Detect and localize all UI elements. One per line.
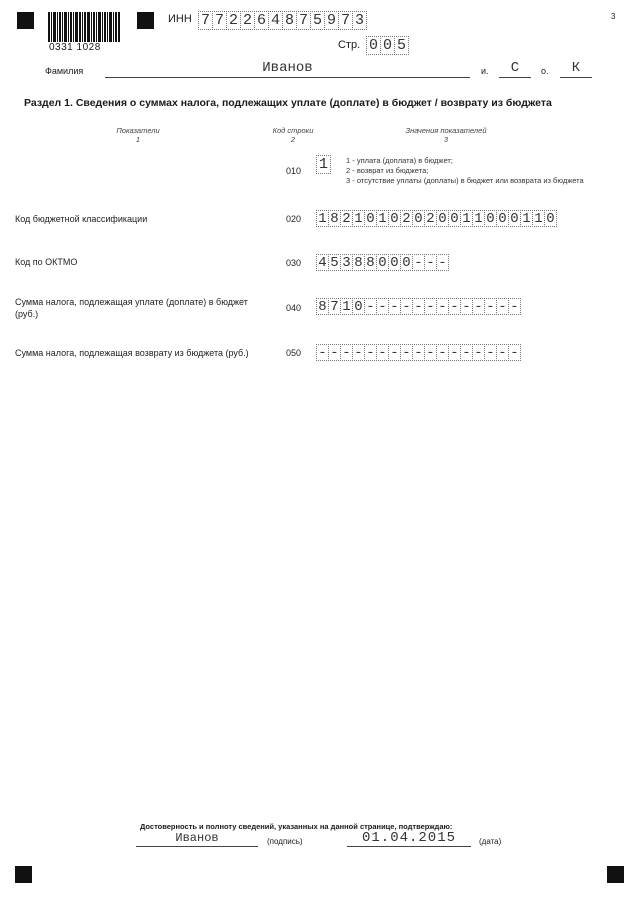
inn-digit[interactable]: 6 bbox=[254, 11, 269, 30]
inn-digit[interactable]: 8 bbox=[282, 11, 297, 30]
kbk-digit[interactable]: 8 bbox=[328, 210, 341, 227]
column-header-indicators bbox=[98, 126, 178, 144]
kbk-digit[interactable]: 2 bbox=[424, 210, 437, 227]
amount-due-digit[interactable]: - bbox=[508, 298, 521, 315]
initial2-line bbox=[560, 77, 592, 78]
amount-due-digit[interactable]: - bbox=[376, 298, 389, 315]
inn-digit[interactable]: 2 bbox=[240, 11, 255, 30]
column-header-line-code-text: Код строки bbox=[272, 126, 314, 135]
row-040-label-line1: Сумма налога, подлежащая уплате (доплате) в бюджет bbox=[15, 297, 248, 307]
row-020-cells[interactable] bbox=[316, 210, 556, 227]
kbk-digit[interactable]: 1 bbox=[316, 210, 329, 227]
amount-due-digit[interactable]: - bbox=[424, 298, 437, 315]
initial2-label: о. bbox=[541, 66, 549, 76]
page-digit[interactable]: 0 bbox=[380, 36, 395, 55]
oktmo-digit[interactable]: 0 bbox=[400, 254, 413, 271]
column-header-line-code bbox=[258, 126, 328, 144]
inn-digit[interactable]: 7 bbox=[338, 11, 353, 30]
corner-marker-bottom-left bbox=[15, 866, 32, 883]
oktmo-digit[interactable]: 3 bbox=[340, 254, 353, 271]
kbk-digit[interactable]: 0 bbox=[544, 210, 557, 227]
inn-label: ИНН bbox=[168, 13, 192, 25]
row-010-legend-3: 3 - отсутствие уплаты (доплаты) в бюджет или возврата из бюджета bbox=[346, 176, 584, 185]
amount-refund-digit[interactable]: - bbox=[508, 344, 521, 361]
kbk-digit[interactable]: 0 bbox=[412, 210, 425, 227]
amount-refund-digit[interactable]: - bbox=[424, 344, 437, 361]
kbk-digit[interactable]: 0 bbox=[364, 210, 377, 227]
amount-due-digit[interactable]: - bbox=[388, 298, 401, 315]
page-corner-number: 3 bbox=[611, 12, 616, 21]
kbk-digit[interactable]: 0 bbox=[448, 210, 461, 227]
kbk-digit[interactable]: 0 bbox=[496, 210, 509, 227]
amount-refund-digit[interactable]: - bbox=[412, 344, 425, 361]
row-050-cells[interactable] bbox=[316, 344, 520, 361]
inn-digit[interactable]: 4 bbox=[268, 11, 283, 30]
column-header-values-text: Значения показателей bbox=[405, 126, 487, 135]
amount-due-digit[interactable]: - bbox=[400, 298, 413, 315]
amount-due-digit[interactable]: 0 bbox=[352, 298, 365, 315]
column-header-indicators-num: 1 bbox=[135, 135, 141, 144]
amount-due-digit[interactable]: 8 bbox=[316, 298, 329, 315]
inn-digit[interactable]: 7 bbox=[296, 11, 311, 30]
row-010-legend bbox=[346, 156, 584, 186]
row-040-code: 040 bbox=[286, 303, 302, 313]
amount-refund-digit[interactable]: - bbox=[400, 344, 413, 361]
row-040-cells[interactable] bbox=[316, 298, 520, 315]
oktmo-digit[interactable]: 8 bbox=[352, 254, 365, 271]
row-050-label: Сумма налога, подлежащая возврату из бюджета (руб.) bbox=[15, 348, 249, 358]
surname-line bbox=[105, 77, 470, 78]
signer-line bbox=[136, 846, 258, 847]
inn-cells[interactable] bbox=[198, 11, 366, 30]
date-line bbox=[347, 846, 471, 847]
oktmo-digit[interactable]: - bbox=[424, 254, 437, 271]
kbk-digit[interactable]: 1 bbox=[460, 210, 473, 227]
amount-refund-digit[interactable]: - bbox=[340, 344, 353, 361]
column-header-values bbox=[386, 126, 506, 144]
amount-due-digit[interactable]: 7 bbox=[328, 298, 341, 315]
amount-refund-digit[interactable]: - bbox=[496, 344, 509, 361]
oktmo-digit[interactable]: 0 bbox=[376, 254, 389, 271]
kbk-digit[interactable]: 0 bbox=[436, 210, 449, 227]
row-040-label-line2: (руб.) bbox=[15, 309, 39, 319]
page-label: Стр. bbox=[338, 39, 361, 51]
amount-refund-digit[interactable]: - bbox=[388, 344, 401, 361]
amount-due-digit[interactable]: 1 bbox=[340, 298, 353, 315]
amount-refund-digit[interactable]: - bbox=[328, 344, 341, 361]
kbk-digit[interactable]: 1 bbox=[520, 210, 533, 227]
amount-refund-digit[interactable]: - bbox=[460, 344, 473, 361]
initial1-label: и. bbox=[481, 66, 489, 76]
amount-refund-digit[interactable]: - bbox=[472, 344, 485, 361]
column-header-values-num: 3 bbox=[443, 135, 449, 144]
kbk-digit[interactable]: 0 bbox=[508, 210, 521, 227]
page-cells[interactable] bbox=[366, 36, 408, 55]
initial1-line bbox=[499, 77, 531, 78]
amount-refund-digit[interactable]: - bbox=[352, 344, 365, 361]
row-030-label: Код по ОКТМО bbox=[15, 257, 78, 267]
amount-due-digit[interactable]: - bbox=[436, 298, 449, 315]
kbk-digit[interactable]: 1 bbox=[472, 210, 485, 227]
oktmo-digit[interactable]: 8 bbox=[364, 254, 377, 271]
section-title: Раздел 1. Сведения о суммах налога, подлежащих уплате (доплате) в бюджет / возврату из бюджета bbox=[24, 97, 552, 109]
amount-refund-digit[interactable]: - bbox=[436, 344, 449, 361]
inn-digit[interactable]: 3 bbox=[352, 11, 367, 30]
inn-digit[interactable]: 2 bbox=[226, 11, 241, 30]
amount-refund-digit[interactable]: - bbox=[484, 344, 497, 361]
amount-due-digit[interactable]: - bbox=[496, 298, 509, 315]
column-header-indicators-text: Показатели bbox=[116, 126, 160, 135]
initial1-value[interactable]: С bbox=[510, 60, 520, 76]
row-030-code: 030 bbox=[286, 258, 302, 268]
kbk-digit[interactable]: 1 bbox=[532, 210, 545, 227]
surname-label: Фамилия bbox=[45, 66, 84, 76]
inn-digit[interactable]: 7 bbox=[212, 11, 227, 30]
kbk-digit[interactable]: 1 bbox=[376, 210, 389, 227]
signature-label: (подпись) bbox=[267, 837, 303, 846]
corner-marker-bottom-right bbox=[607, 866, 624, 883]
amount-due-digit[interactable]: - bbox=[484, 298, 497, 315]
barcode-bars bbox=[48, 12, 120, 42]
amount-refund-digit[interactable]: - bbox=[448, 344, 461, 361]
barcode bbox=[48, 12, 120, 42]
inn-digit[interactable]: 7 bbox=[198, 11, 213, 30]
row-010-digit[interactable]: 1 bbox=[316, 155, 331, 174]
row-010-legend-1: 1 - уплата (доплата) в бюджет; bbox=[346, 156, 453, 165]
row-050-code: 050 bbox=[286, 348, 302, 358]
oktmo-digit[interactable]: 5 bbox=[328, 254, 341, 271]
oktmo-digit[interactable]: - bbox=[436, 254, 449, 271]
row-010-cells[interactable] bbox=[316, 155, 330, 174]
barcode-number: 0331 1028 bbox=[49, 42, 101, 53]
amount-refund-digit[interactable]: - bbox=[376, 344, 389, 361]
amount-due-digit[interactable]: - bbox=[412, 298, 425, 315]
column-header-line-code-num: 2 bbox=[290, 135, 296, 144]
signer-name[interactable]: Иванов bbox=[175, 831, 219, 845]
page-digit[interactable]: 0 bbox=[366, 36, 381, 55]
amount-due-digit[interactable]: - bbox=[460, 298, 473, 315]
amount-refund-digit[interactable]: - bbox=[364, 344, 377, 361]
row-020-code: 020 bbox=[286, 214, 302, 224]
row-030-cells[interactable] bbox=[316, 254, 448, 271]
corner-marker-top-mid bbox=[137, 12, 154, 29]
kbk-digit[interactable]: 2 bbox=[340, 210, 353, 227]
oktmo-digit[interactable]: - bbox=[412, 254, 425, 271]
initial2-value[interactable]: К bbox=[571, 60, 581, 76]
date-label: (дата) bbox=[479, 837, 502, 846]
date-value[interactable]: 01.04.2015 bbox=[361, 830, 456, 846]
surname-value[interactable]: Иванов bbox=[262, 60, 313, 76]
amount-due-digit[interactable]: - bbox=[364, 298, 377, 315]
amount-due-digit[interactable]: - bbox=[448, 298, 461, 315]
oktmo-digit[interactable]: 4 bbox=[316, 254, 329, 271]
kbk-digit[interactable]: 0 bbox=[484, 210, 497, 227]
page-digit[interactable]: 5 bbox=[394, 36, 409, 55]
row-020-label: Код бюджетной классификации bbox=[15, 214, 148, 224]
footer-confirmation: Достоверность и полноту сведений, указанных на данной странице, подтверждаю: bbox=[140, 822, 453, 831]
inn-digit[interactable]: 9 bbox=[324, 11, 339, 30]
amount-refund-digit[interactable]: - bbox=[316, 344, 329, 361]
row-010-legend-2: 2 - возврат из бюджета; bbox=[346, 166, 429, 175]
kbk-digit[interactable]: 0 bbox=[388, 210, 401, 227]
corner-marker-top-left bbox=[17, 12, 34, 29]
kbk-digit[interactable]: 2 bbox=[400, 210, 413, 227]
inn-digit[interactable]: 5 bbox=[310, 11, 325, 30]
amount-due-digit[interactable]: - bbox=[472, 298, 485, 315]
row-010-code: 010 bbox=[286, 166, 302, 176]
row-040-label bbox=[15, 296, 248, 320]
oktmo-digit[interactable]: 0 bbox=[388, 254, 401, 271]
kbk-digit[interactable]: 1 bbox=[352, 210, 365, 227]
